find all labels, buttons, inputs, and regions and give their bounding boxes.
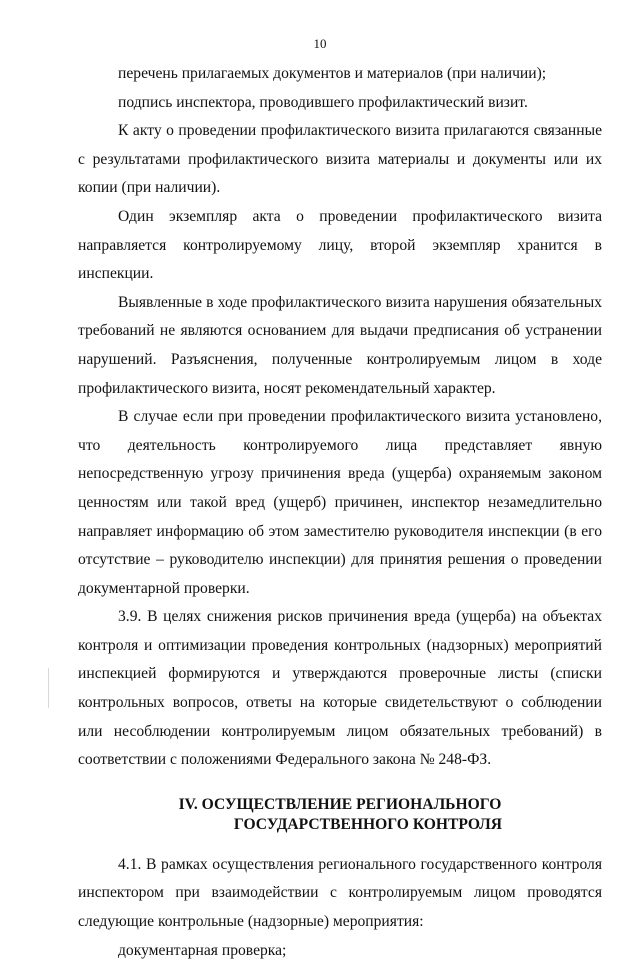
document-body <box>78 60 602 965</box>
paragraph-documentary-check: документарная проверка; <box>118 941 287 959</box>
paragraph-3-9-checklists: 3.9. В целях снижения рисков причинения вреда (ущерба) на объектах контроля и оптимизации проведения контрольных (надзорных) мероприятий инспекцией формируются и утверждаются проверочные листы (списки контрольных вопросов, ответы на которые свидетельствуют о соблюдении или несоблюдении контролируемым лицом обязательных требований) в соответствии с положениями Федерального закона № 248-ФЗ. <box>78 608 602 769</box>
page-number: 10 <box>313 36 327 51</box>
paragraph-direct-threat: В случае если при проведении профилактического визита установлено, что деятельность контролируемого лица представляет явную непосредственную угрозу причинения вреда (ущерба) охраняемым законом ценностям или такой вред (ущерб) причинен, инспектор незамедлительно направляет информацию об этом заместителю руководителя инспекции (в его отсутствие – руководителю инспекции) для принятия решения о проведении документарной проверки. <box>78 408 602 597</box>
paragraph-attachments-list: перечень прилагаемых документов и материалов (при наличии); <box>118 65 547 82</box>
section-heading <box>78 795 602 835</box>
paragraph-act-copies: Один экземпляр акта о проведении профилактического визита направляется контролируемому лицу, второй экземпляр хранится в инспекции. <box>78 207 602 283</box>
paragraph-violations: Выявленные в ходе профилактического визита нарушения обязательных требований не являются основанием для выдачи предписания об устранении нарушений. Разъяснения, полученные контролируемым лицом в ходе профилактического визита, носят рекомендательный характер. <box>78 293 602 397</box>
scan-margin-mark <box>48 668 49 708</box>
section-heading-line1: IV. ОСУЩЕСТВЛЕНИЕ РЕГИОНАЛЬНОГО <box>178 795 502 813</box>
paragraph-inspector-signature: подпись инспектора, проводившего профилактический визит. <box>118 93 528 111</box>
section-heading-line2: ГОСУДАРСТВЕННОГО КОНТРОЛЯ <box>233 815 503 833</box>
paragraph-4-1-measures: 4.1. В рамках осуществления регионального государственного контроля инспектором при взаимодействии с контролируемым лицом проводятся следующие контрольные (надзорные) мероприятия: <box>78 855 602 931</box>
paragraph-act-attachments: К акту о проведении профилактического визита прилагаются связанные с результатами профилактического визита материалы и документы или их копии (при наличии). <box>78 122 602 197</box>
